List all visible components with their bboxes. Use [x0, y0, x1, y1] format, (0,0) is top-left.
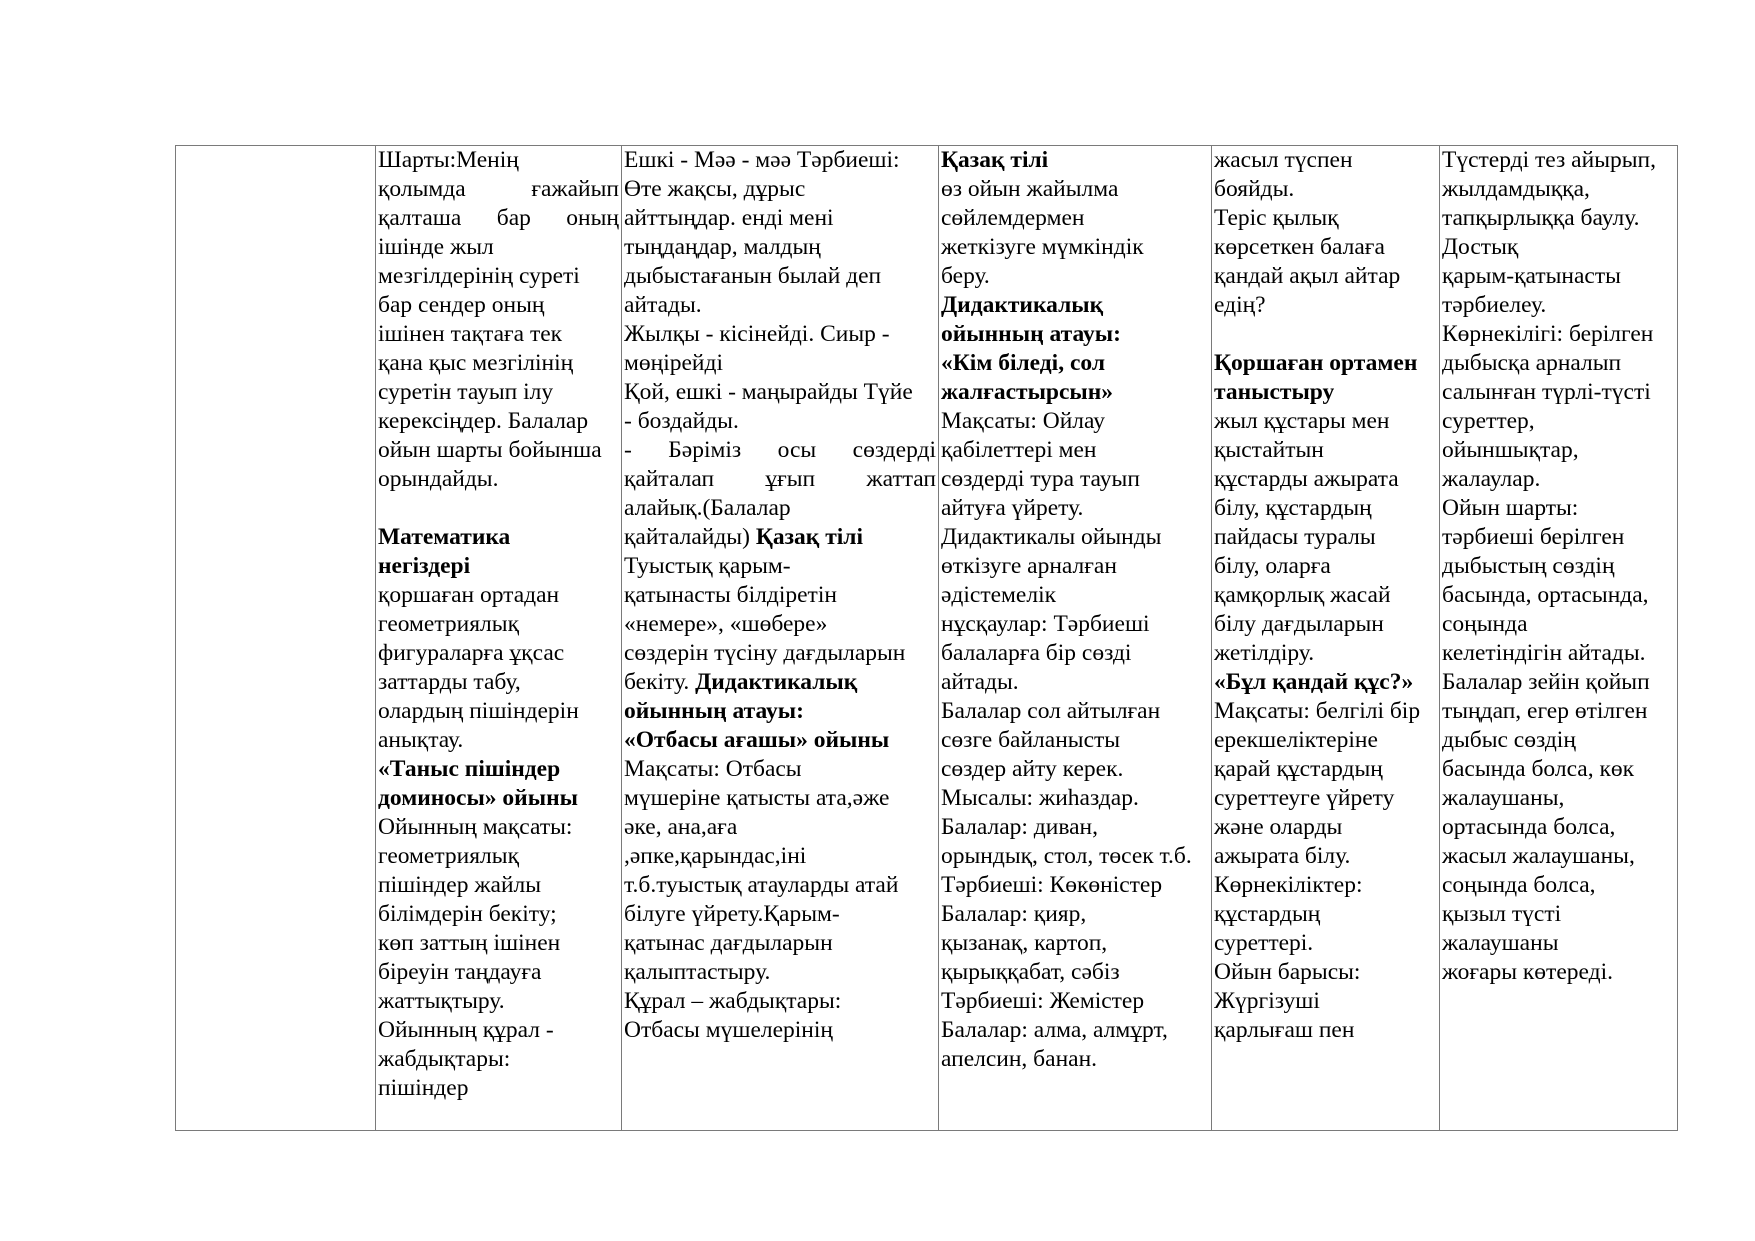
text-line: Жүргізуші [1214, 988, 1320, 1014]
text-line: пайдасы туралы [1214, 524, 1376, 550]
text-line: олардың пішіндерін [378, 698, 579, 724]
text-line: әдістемелік [941, 582, 1057, 608]
text-line [1214, 320, 1437, 349]
text-line: «Таныс пішіндер [378, 756, 561, 782]
table-cell-empty [176, 146, 376, 1131]
text-line: біреуін таңдауға [378, 959, 542, 985]
text-line: және оларды [1214, 814, 1343, 840]
text-segment: бекіту. [624, 669, 696, 695]
text-line: Балалар: қияр, [941, 901, 1087, 927]
text-line: «Кім біледі, сол [941, 350, 1106, 376]
text-line: Қоршаған ортамен [1214, 350, 1418, 376]
text-line: жетілдіру. [1214, 640, 1315, 666]
text-line: Балалар: диван, [941, 814, 1099, 840]
text-line: қыстайтын [1214, 437, 1324, 463]
text-line: т.б.туыстық атауларды атай [624, 872, 899, 898]
text-line: ойынның атауы: [624, 698, 804, 724]
text-line: қана қыс мезгілінің [378, 350, 574, 376]
text-line: Математика [378, 524, 511, 550]
text-line: - боздайды. [624, 408, 739, 434]
table-cell-kazakh-language [939, 146, 1212, 1131]
text-line: Теріс қылық [1214, 205, 1339, 231]
text-line: құстарды ажырата [1214, 466, 1399, 492]
text-line: Достық [1442, 234, 1519, 260]
text-line: ойыншықтар, [1442, 437, 1579, 463]
text-line: жасыл түспен [1214, 147, 1353, 173]
text-line: Қазақ тілі [941, 147, 1049, 173]
text-line: геометриялық [378, 611, 519, 637]
text-line: білу дағдыларын [1214, 611, 1384, 637]
text-line: доминосы» ойыны [378, 785, 578, 811]
text-line: Өте жақсы, дұрыс [624, 176, 806, 202]
text-line: қалыптастыру. [624, 959, 771, 985]
text-line: қалташа бар оның [378, 205, 619, 231]
text-line: Ешкі - Мәә - мәә Тәрбиеші: [624, 147, 900, 173]
text-line: қарым-қатынасты [1442, 263, 1621, 289]
text-line: қатынасты білдіретін [624, 582, 837, 608]
text-line: мезгілдерінің суреті [378, 263, 580, 289]
text-line [624, 668, 936, 697]
text-line: анықтау. [378, 727, 464, 753]
text-line: ерекшеліктеріне [1214, 727, 1378, 753]
text-line: керексіңдер. Балалар [378, 408, 589, 434]
text-line: жалғастырсын» [941, 379, 1114, 405]
text-line: ішінен тақтаға тек [378, 321, 563, 347]
text-line: суретін тауып ілу [378, 379, 554, 405]
text-line: ортасында болса, [1442, 814, 1616, 840]
text-line: Ойынның құрал - [378, 1017, 554, 1043]
text-line: қамқорлық жасай [1214, 582, 1391, 608]
table-cell-math-basics [376, 146, 622, 1131]
text-line: Мақсаты: Ойлау [941, 408, 1106, 434]
text-line: Балалар: алма, алмұрт, [941, 1017, 1168, 1043]
text-line: заттарды табу, [378, 669, 521, 695]
text-line: Тәрбиеші: Көкөністер [941, 872, 1163, 898]
text-line: «немере», «шөбере» [624, 611, 828, 637]
text-line: өз ойын жайылма [941, 176, 1119, 202]
text-line: жабдықтары: [378, 1046, 511, 1072]
text-line: тапқырлыққа баулу. [1442, 205, 1640, 231]
text-line: ,әпке,қарындас,іні [624, 843, 807, 869]
text-line: қабілеттері мен [941, 437, 1097, 463]
text-line: Балалар сол айтылған [941, 698, 1161, 724]
text-line: құстардың [1214, 901, 1321, 927]
text-line: ойынның атауы: [941, 321, 1121, 347]
text-line: айттыңдар. енді мені [624, 205, 834, 231]
text-line: ойын шарты бойынша [378, 437, 602, 463]
text-line: қолымда ғажайып [378, 176, 619, 202]
text-line: фигураларға ұқсас [378, 640, 565, 666]
text-line: беру. [941, 263, 990, 289]
text-line: қарлығаш пен [1214, 1017, 1355, 1043]
text-line: Мақсаты: белгілі бір [1214, 698, 1421, 724]
lesson-plan-table [175, 145, 1678, 1131]
table-row [176, 146, 1678, 1131]
text-line: тыңдап, егер өтілген [1442, 698, 1648, 724]
text-line: Мысалы: жиһаздар. [941, 785, 1139, 811]
text-line: айтуға үйрету. [941, 495, 1084, 521]
text-line: Құрал – жабдықтары: [624, 988, 842, 1014]
text-line: қызыл түсті [1442, 901, 1562, 927]
text-line: айтады. [624, 292, 702, 318]
text-line [624, 523, 936, 552]
text-line: сөздерді тура тауып [941, 466, 1140, 492]
text-line: Отбасы мүшелерінің [624, 1017, 833, 1043]
text-segment-bold: Дидактикалық [695, 669, 858, 695]
text-line: мүшеріне қатысты ата,әже [624, 785, 890, 811]
text-line: Ойын шарты: [1442, 495, 1579, 521]
text-line: қандай ақыл айтар [1214, 263, 1401, 289]
text-line: жоғары көтереді. [1442, 959, 1613, 985]
text-line: Дидактикалық [941, 292, 1104, 318]
text-line: бар сендер оның [378, 292, 545, 318]
text-line: дыбыстағанын былай деп [624, 263, 882, 289]
text-line: мөңірейді [624, 350, 723, 376]
text-line: «Бұл қандай құс?» [1214, 669, 1414, 695]
text-line: Дидактикалы ойынды [941, 524, 1162, 550]
text-line: тәрбиелеу. [1442, 292, 1547, 318]
table-cell-color-game [1440, 146, 1678, 1131]
text-line: Ойын барысы: [1214, 959, 1361, 985]
text-line: басында болса, көк [1442, 756, 1635, 782]
text-line: жыл құстары мен [1214, 408, 1390, 434]
text-line: жалаушаны [1442, 930, 1559, 956]
text-line: білу, құстардың [1214, 495, 1372, 521]
text-line: жалаушаны, [1442, 785, 1565, 811]
text-line: жасыл жалаушаны, [1442, 843, 1635, 869]
text-line: салынған түрлі-түсті [1442, 379, 1651, 405]
text-line: апелсин, банан. [941, 1046, 1098, 1072]
text-line: Туыстық қарым- [624, 553, 791, 579]
text-line: Қой, ешкі - маңырайды Түйе [624, 379, 913, 405]
text-line: дыбысқа арналып [1442, 350, 1622, 376]
text-line: басында, ортасында, [1442, 582, 1649, 608]
text-line: алайық.(Балалар [624, 495, 791, 521]
text-line: пішіндер [378, 1075, 469, 1101]
text-line: Ойынның мақсаты: [378, 814, 573, 840]
text-line: Балалар зейін қойып [1442, 669, 1650, 695]
text-line: қызанақ, картоп, [941, 930, 1108, 956]
text-line: - Бәріміз осы сөздерді [624, 437, 936, 463]
text-line: тәрбиеші берілген [1442, 524, 1625, 550]
text-line: жеткізуге мүмкіндік [941, 234, 1144, 260]
text-line: суреттері. [1214, 930, 1314, 956]
text-line: тыңдаңдар, малдың [624, 234, 821, 260]
text-line: балаларға бір сөзді [941, 640, 1132, 666]
text-line: нұсқаулар: Тәрбиеші [941, 611, 1150, 637]
text-line: білуге үйрету.Қарым- [624, 901, 840, 927]
text-line: дыбыстың сөздің [1442, 553, 1615, 579]
text-line: білу, оларға [1214, 553, 1331, 579]
text-line: білімдерін бекіту; [378, 901, 557, 927]
text-line: сөйлемдермен [941, 205, 1085, 231]
text-segment-bold: Қазақ тілі [755, 524, 863, 550]
text-line: қайталап ұғып жаттап [624, 466, 936, 492]
text-line: орындайды. [378, 466, 499, 492]
text-line: жалаулар. [1442, 466, 1541, 492]
text-segment: қайталайды) [624, 524, 756, 550]
text-line: ішінде жыл [378, 234, 494, 260]
table-cell-family-tree-game [622, 146, 939, 1131]
text-line: пішіндер жайлы [378, 872, 542, 898]
text-line: сөздер айту керек. [941, 756, 1124, 782]
text-line: суреттеугe үйрету [1214, 785, 1395, 811]
text-line: Жылқы - кісінейді. Сиыр - [624, 321, 890, 347]
text-line: Көрнекілігі: берілген [1442, 321, 1654, 347]
text-line: көрсеткен балаға [1214, 234, 1385, 260]
text-line: суреттер, [1442, 408, 1535, 434]
text-line: сөзге байланысты [941, 727, 1121, 753]
text-line: әке, ана,аға [624, 814, 738, 840]
table-cell-environment [1212, 146, 1440, 1131]
text-line: көп заттың ішінен [378, 930, 561, 956]
text-line: өткізуге арналған [941, 553, 1117, 579]
text-line: қатынас дағдыларын [624, 930, 833, 956]
text-line: сөздерін түсіну дағдыларын [624, 640, 906, 666]
text-line: геометриялық [378, 843, 519, 869]
text-line: Шарты:Менің [378, 147, 519, 173]
text-line: ажырата білу. [1214, 843, 1351, 869]
text-line: Тәрбиеші: Жемістер [941, 988, 1145, 1014]
text-line: таныстыру [1214, 379, 1335, 405]
text-line [378, 494, 619, 523]
text-line: қырыққабат, сәбіз [941, 959, 1120, 985]
text-line: Көрнекіліктер: [1214, 872, 1363, 898]
text-line: соңында [1442, 611, 1528, 637]
text-line: айтады. [941, 669, 1019, 695]
text-line: бояйды. [1214, 176, 1295, 202]
text-line: негіздері [378, 553, 471, 579]
text-line: «Отбасы ағашы» ойыны [624, 727, 890, 753]
text-line: Түстерді тез айырып, [1442, 147, 1656, 173]
text-line: Мақсаты: Отбасы [624, 756, 802, 782]
text-line: едің? [1214, 292, 1266, 318]
text-line: келетіндігін айтады. [1442, 640, 1646, 666]
text-line: қарай құстардың [1214, 756, 1383, 782]
text-line: соңында болса, [1442, 872, 1596, 898]
text-line: жаттықтыру. [378, 988, 505, 1014]
text-line: орындық, стол, төсек т.б. [941, 843, 1192, 869]
text-line: қоршаған ортадан [378, 582, 560, 608]
text-line: дыбыс сөздің [1442, 727, 1576, 753]
text-line: жылдамдыққа, [1442, 176, 1590, 202]
